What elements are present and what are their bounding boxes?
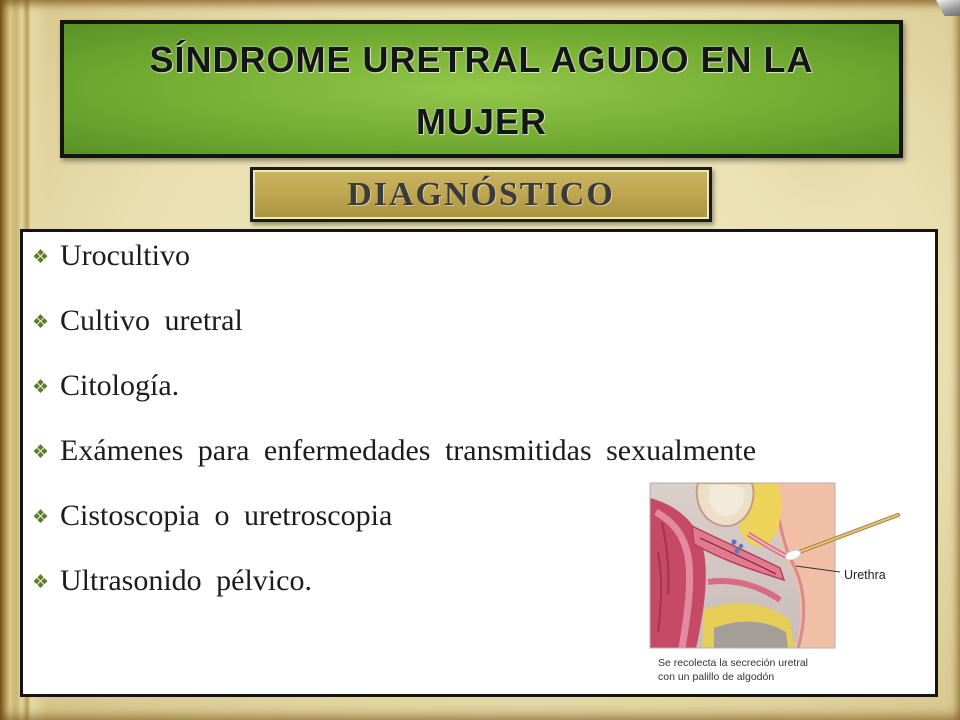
- pelvic-anatomy-drawing: [650, 483, 835, 648]
- slide-title-line-2: MUJER: [415, 101, 548, 142]
- four-diamond-icon: [32, 499, 52, 535]
- list-item-text: Ultrasonido pélvico.: [60, 564, 312, 597]
- list-item-text: Cultivo uretral: [60, 304, 243, 337]
- urethra-label: Urethra: [844, 568, 886, 582]
- four-diamond-icon: [32, 434, 52, 470]
- figure-caption-line-2: con un palillo de algodón: [658, 671, 775, 683]
- blood-vessel: [735, 549, 740, 554]
- list-item-text: Citología.: [60, 369, 180, 402]
- list-item: [32, 238, 756, 274]
- list-item: [32, 303, 756, 339]
- content-box: [20, 229, 938, 697]
- blood-vessel: [739, 544, 743, 548]
- four-diamond-icon: [32, 304, 52, 340]
- list-item-text: Urocultivo: [60, 239, 190, 272]
- figure-caption-line-1: Se recolecta la secreción uretral: [658, 657, 808, 669]
- four-diamond-icon: [32, 239, 52, 275]
- four-diamond-icon: [32, 564, 52, 600]
- blood-vessel: [731, 539, 736, 544]
- list-item-text: Cistoscopia o uretroscopia: [60, 499, 393, 532]
- subtitle-box: [250, 167, 712, 222]
- corner-clip-decoration: [936, 0, 960, 16]
- four-diamond-icon: [32, 369, 52, 405]
- urethral-swab-figure: [648, 482, 910, 692]
- list-item-text: Exámenes para enfermedades transmitidas sexualmente: [60, 434, 757, 467]
- title-box: [60, 20, 903, 158]
- slide-title-line-1: SÍNDROME URETRAL AGUDO EN LA: [149, 39, 814, 80]
- section-subtitle: DIAGNÓSTICO: [347, 176, 615, 213]
- list-item: [32, 368, 756, 404]
- list-item: [32, 433, 756, 469]
